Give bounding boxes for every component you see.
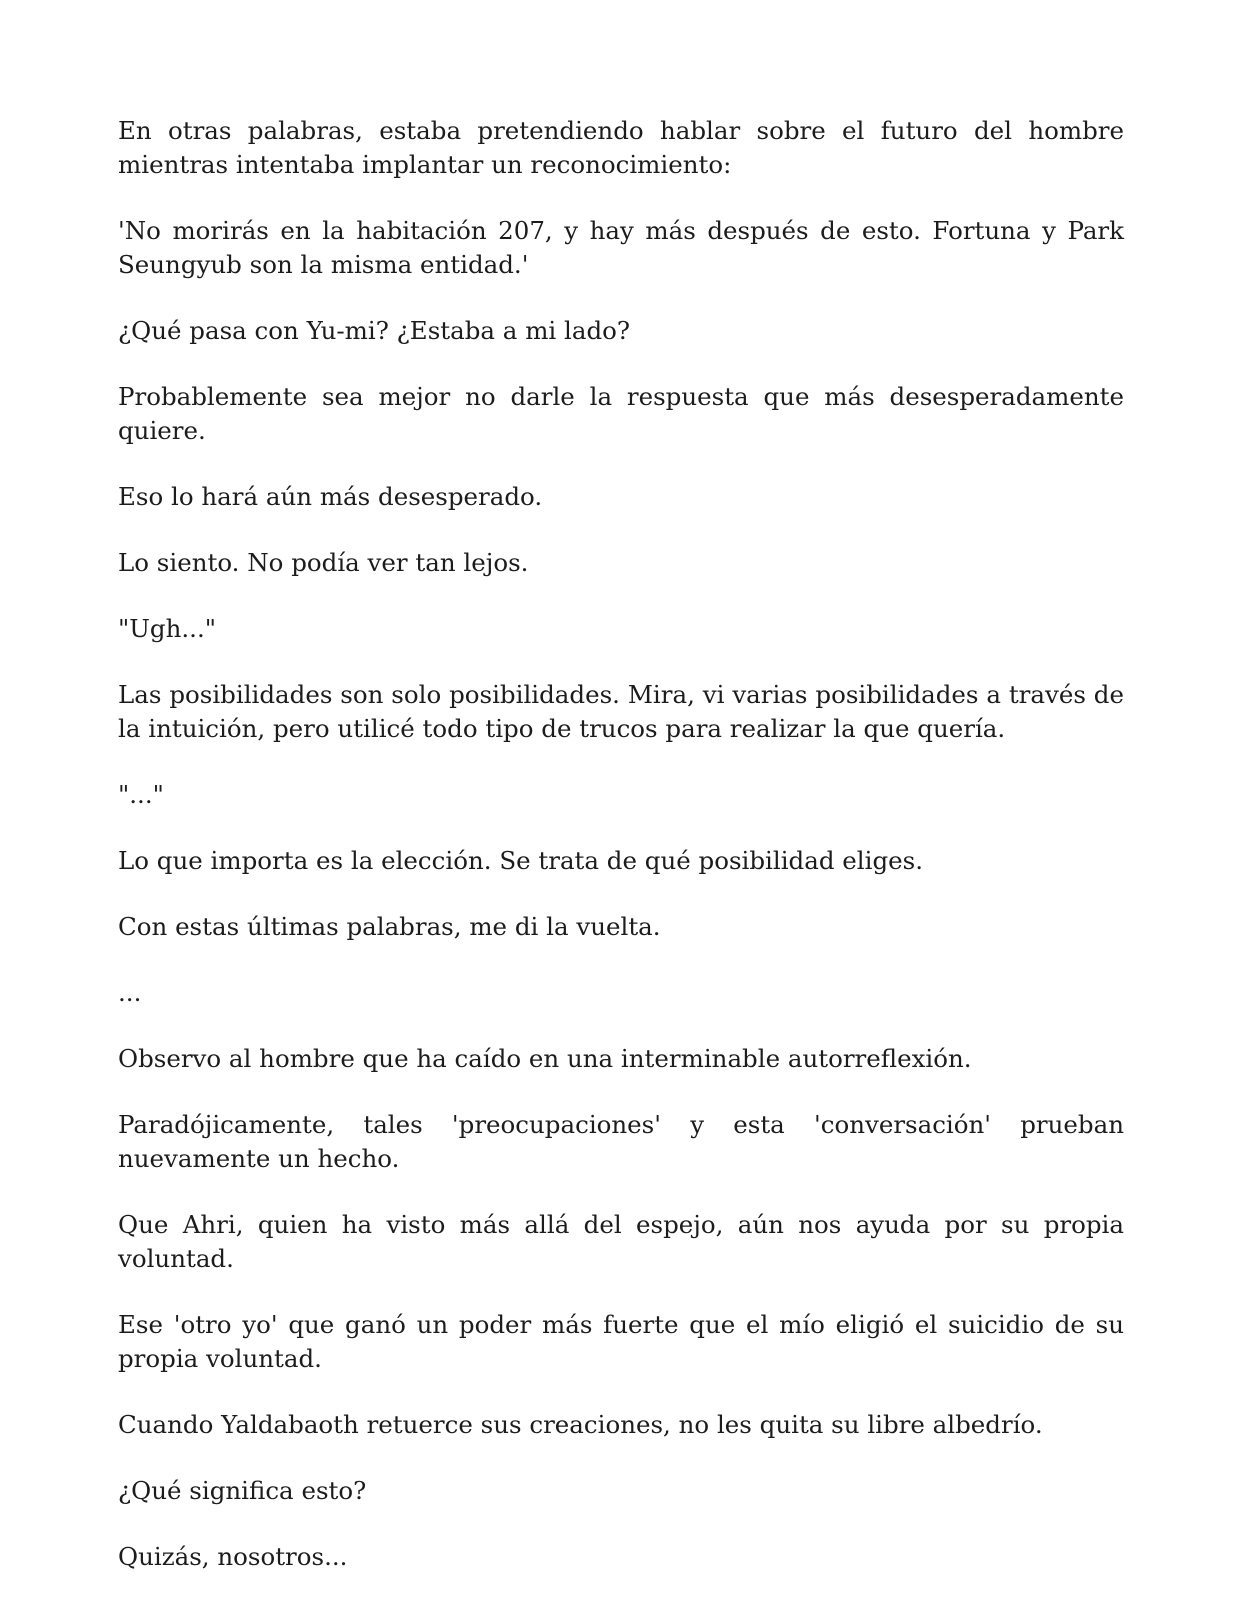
paragraph: Que Ahri, quien ha visto más allá del espejo, aún nos ayuda por su propia voluntad. [118, 1210, 1124, 1273]
paragraph: 'No morirás en la habitación 207, y hay más después de esto. Fortuna y Park Seungyub son la misma entidad.' [118, 216, 1124, 279]
paragraph: Ese 'otro yo' que ganó un poder más fuerte que el mío eligió el suicidio de su propia voluntad. [118, 1310, 1124, 1373]
paragraph: Probablemente sea mejor no darle la respuesta que más desesperadamente quiere. [118, 382, 1124, 445]
paragraph: ¿Qué significa esto? [118, 1476, 367, 1505]
paragraph: "Ugh..." [118, 614, 217, 643]
paragraph: Observo al hombre que ha caído en una interminable autorreflexión. [118, 1044, 972, 1073]
paragraph: ¿Qué pasa con Yu-mi? ¿Estaba a mi lado? [118, 316, 631, 345]
paragraph: Las posibilidades son solo posibilidades. Mira, vi varias posibilidades a través de la intuición, pero utilicé todo tipo de trucos para realizar la que quería. [118, 680, 1124, 743]
paragraph: En otras palabras, estaba pretendiendo hablar sobre el futuro del hombre mientras intentaba implantar un reconocimiento: [118, 116, 1124, 179]
scene-break: ... [118, 978, 142, 1007]
paragraph: Lo siento. No podía ver tan lejos. [118, 548, 529, 577]
paragraph: Eso lo hará aún más desesperado. [118, 482, 543, 511]
paragraph: Lo que importa es la elección. Se trata de qué posibilidad eliges. [118, 846, 924, 875]
paragraph: Con estas últimas palabras, me di la vuelta. [118, 912, 661, 941]
paragraph: "..." [118, 780, 164, 809]
paragraph: Paradójicamente, tales 'preocupaciones' y esta 'conversación' prueban nuevamente un hecho. [118, 1110, 1124, 1173]
document-body [118, 114, 1124, 1606]
paragraph: Cuando Yaldabaoth retuerce sus creaciones, no les quita su libre albedrío. [118, 1410, 1043, 1439]
paragraph: Quizás, nosotros... [118, 1542, 348, 1571]
